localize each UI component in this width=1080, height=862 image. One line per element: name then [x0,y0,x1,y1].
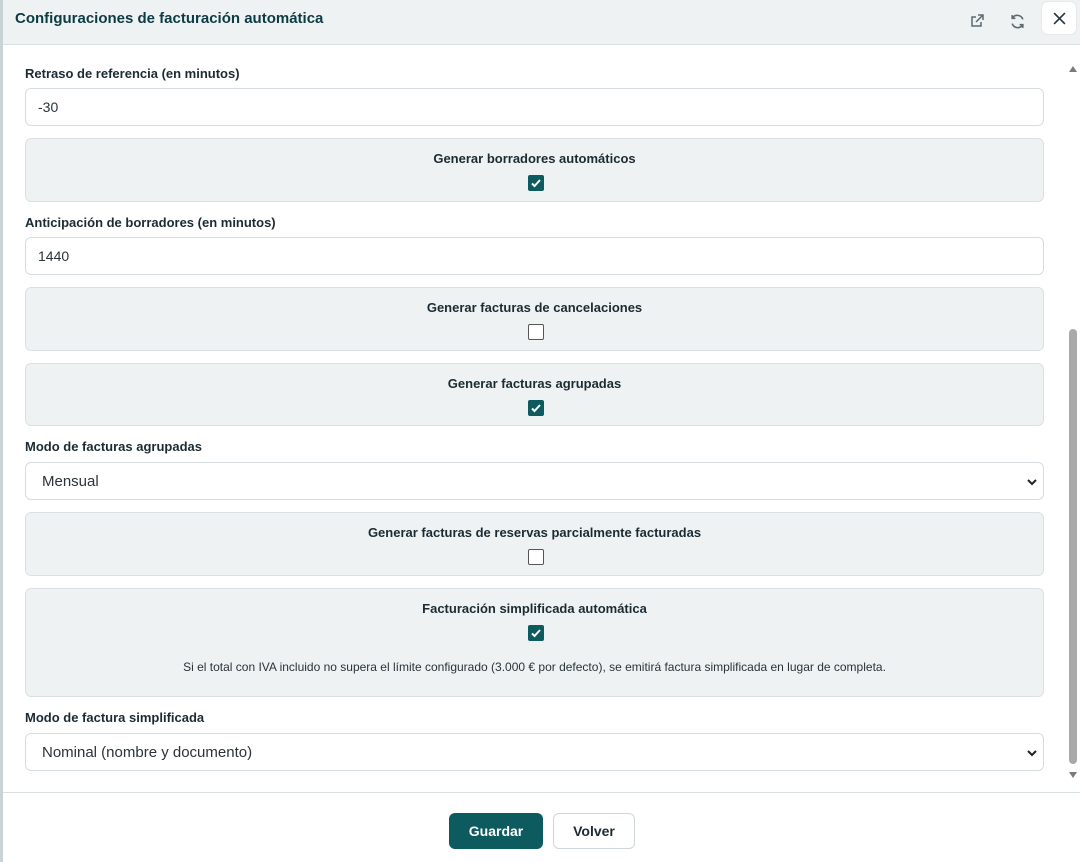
auto-drafts-checkbox[interactable] [528,175,544,191]
cancellation-invoices-checkbox[interactable] [528,324,544,340]
draft-advance-label: Anticipación de borradores (en minutos) [25,215,276,230]
grouped-invoices-checkbox[interactable] [528,400,544,416]
reference-delay-label: Retraso de referencia (en minutos) [25,66,240,81]
scroll-up-icon[interactable] [1069,66,1077,72]
modal-title: Configuraciones de facturación automática [15,10,324,27]
chevron-down-icon [1025,746,1039,760]
scrollbar-thumb[interactable] [1069,329,1077,764]
simplified-mode-value: Nominal (nombre y documento) [42,743,253,761]
scroll-down-icon[interactable] [1069,772,1077,778]
back-button[interactable]: Volver [553,813,635,849]
simplified-mode-select[interactable] [25,733,1044,771]
modal-body [3,45,1080,792]
auto-drafts-card [25,138,1044,202]
grouped-mode-value: Mensual [42,472,99,490]
draft-advance-input[interactable]: 1440 [25,237,1044,275]
simplified-auto-note: Si el total con IVA incluido no supera el límite configurado (3.000 € por defecto), se emitirá factura simplificada en lugar de completa. [183,660,886,674]
external-link-icon[interactable] [961,6,993,36]
chevron-down-icon [1025,475,1039,489]
cancellation-invoices-label: Generar facturas de cancelaciones [426,300,643,315]
save-button[interactable]: Guardar [449,813,543,849]
cancellation-invoices-card [25,287,1044,351]
grouped-invoices-label: Generar facturas agrupadas [447,376,622,391]
partial-reservations-label: Generar facturas de reservas parcialmente facturadas [367,525,702,540]
simplified-auto-label: Facturación simplificada automática [422,601,647,616]
grouped-mode-label: Modo de facturas agrupadas [25,439,202,454]
simplified-mode-label: Modo de factura simplificada [25,710,205,725]
simplified-auto-card [25,588,1044,697]
grouped-invoices-card [25,363,1044,426]
refresh-icon[interactable] [1001,6,1033,36]
partial-reservations-card [25,512,1044,576]
auto-drafts-label: Generar borradores automáticos [433,151,636,166]
simplified-auto-checkbox[interactable] [528,625,544,641]
reference-delay-input[interactable]: -30 [25,88,1044,126]
close-icon[interactable] [1042,2,1076,34]
scrollbar[interactable] [1066,58,1080,782]
modal-footer [3,792,1080,862]
modal-header [3,0,1080,45]
grouped-mode-select[interactable] [25,462,1044,500]
partial-reservations-checkbox[interactable] [528,549,544,565]
